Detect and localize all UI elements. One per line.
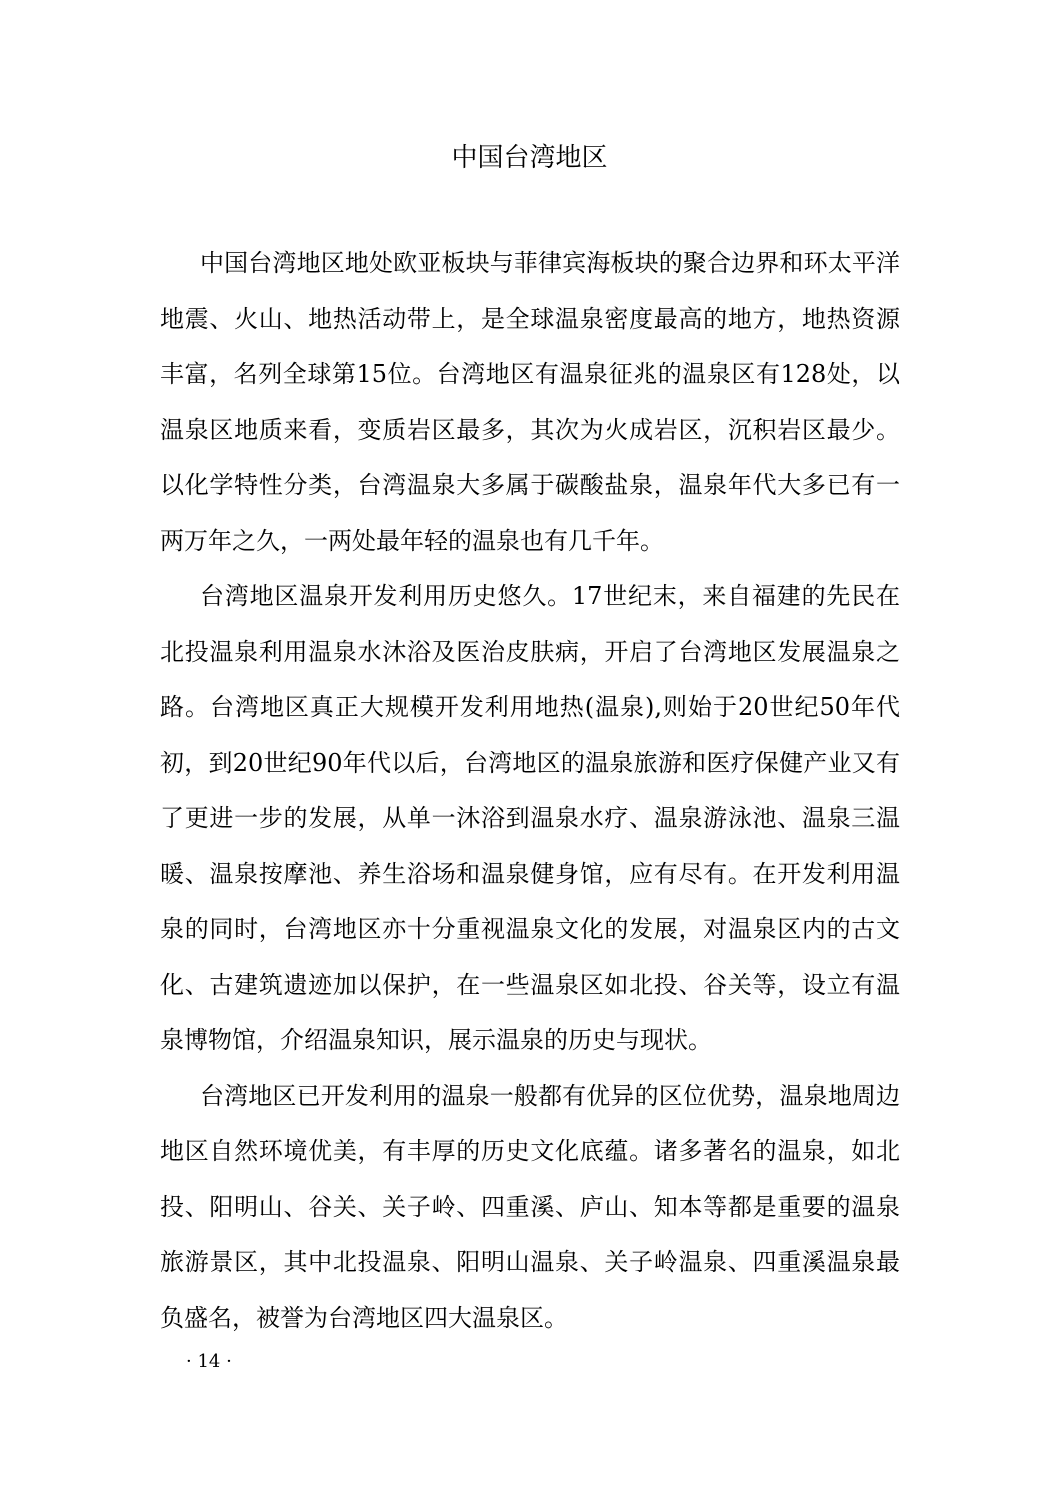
body-text xyxy=(160,236,900,1346)
paragraph-3: 台湾地区已开发利用的温泉一般都有优异的区位优势，温泉地周边地区自然环境优美，有丰厚的历史文化底蕴。诸多著名的温泉，如北投、阳明山、谷关、关子岭、四重溪、庐山、知本等都是重要的温泉旅游景区，其中北投温泉、阳明山温泉、关子岭温泉、四重溪温泉最负盛名，被誉为台湾地区四大温泉区。 xyxy=(160,1081,900,1332)
paragraph-1: 中国台湾地区地处欧亚板块与菲律宾海板块的聚合边界和环太平洋地震、火山、地热活动带上，是全球温泉密度最高的地方，地热资源丰富，名列全球第15位。台湾地区有温泉征兆的温泉区有128处，以温泉区地质来看，变质岩区最多，其次为火成岩区，沉积岩区最少。以化学特性分类，台湾温泉大多属于碳酸盐泉，温泉年代大多已有一两万年之久，一两处最年轻的温泉也有几千年。 xyxy=(160,249,900,555)
page-title: 中国台湾地区 xyxy=(451,143,608,173)
paragraph-2: 台湾地区温泉开发利用历史悠久。17世纪末，来自福建的先民在北投温泉利用温泉水沐浴及医治皮肤病，开启了台湾地区发展温泉之路。台湾地区真正大规模开发利用地热(温泉),则始于20世纪50年代初，到20世纪90年代以后，台湾地区的温泉旅游和医疗保健产业又有了更进一步的发展，从单一沐浴到温泉水疗、温泉游泳池、温泉三温暖、温泉按摩池、养生浴场和温泉健身馆，应有尽有。在开发利用温泉的同时，台湾地区亦十分重视温泉文化的发展，对温泉区内的古文化、古建筑遗迹加以保护，在一些温泉区如北投、谷关等，设立有温泉博物馆，介绍温泉知识，展示温泉的历史与现状。 xyxy=(160,582,900,1054)
page-number: · 14 · xyxy=(186,1351,232,1372)
